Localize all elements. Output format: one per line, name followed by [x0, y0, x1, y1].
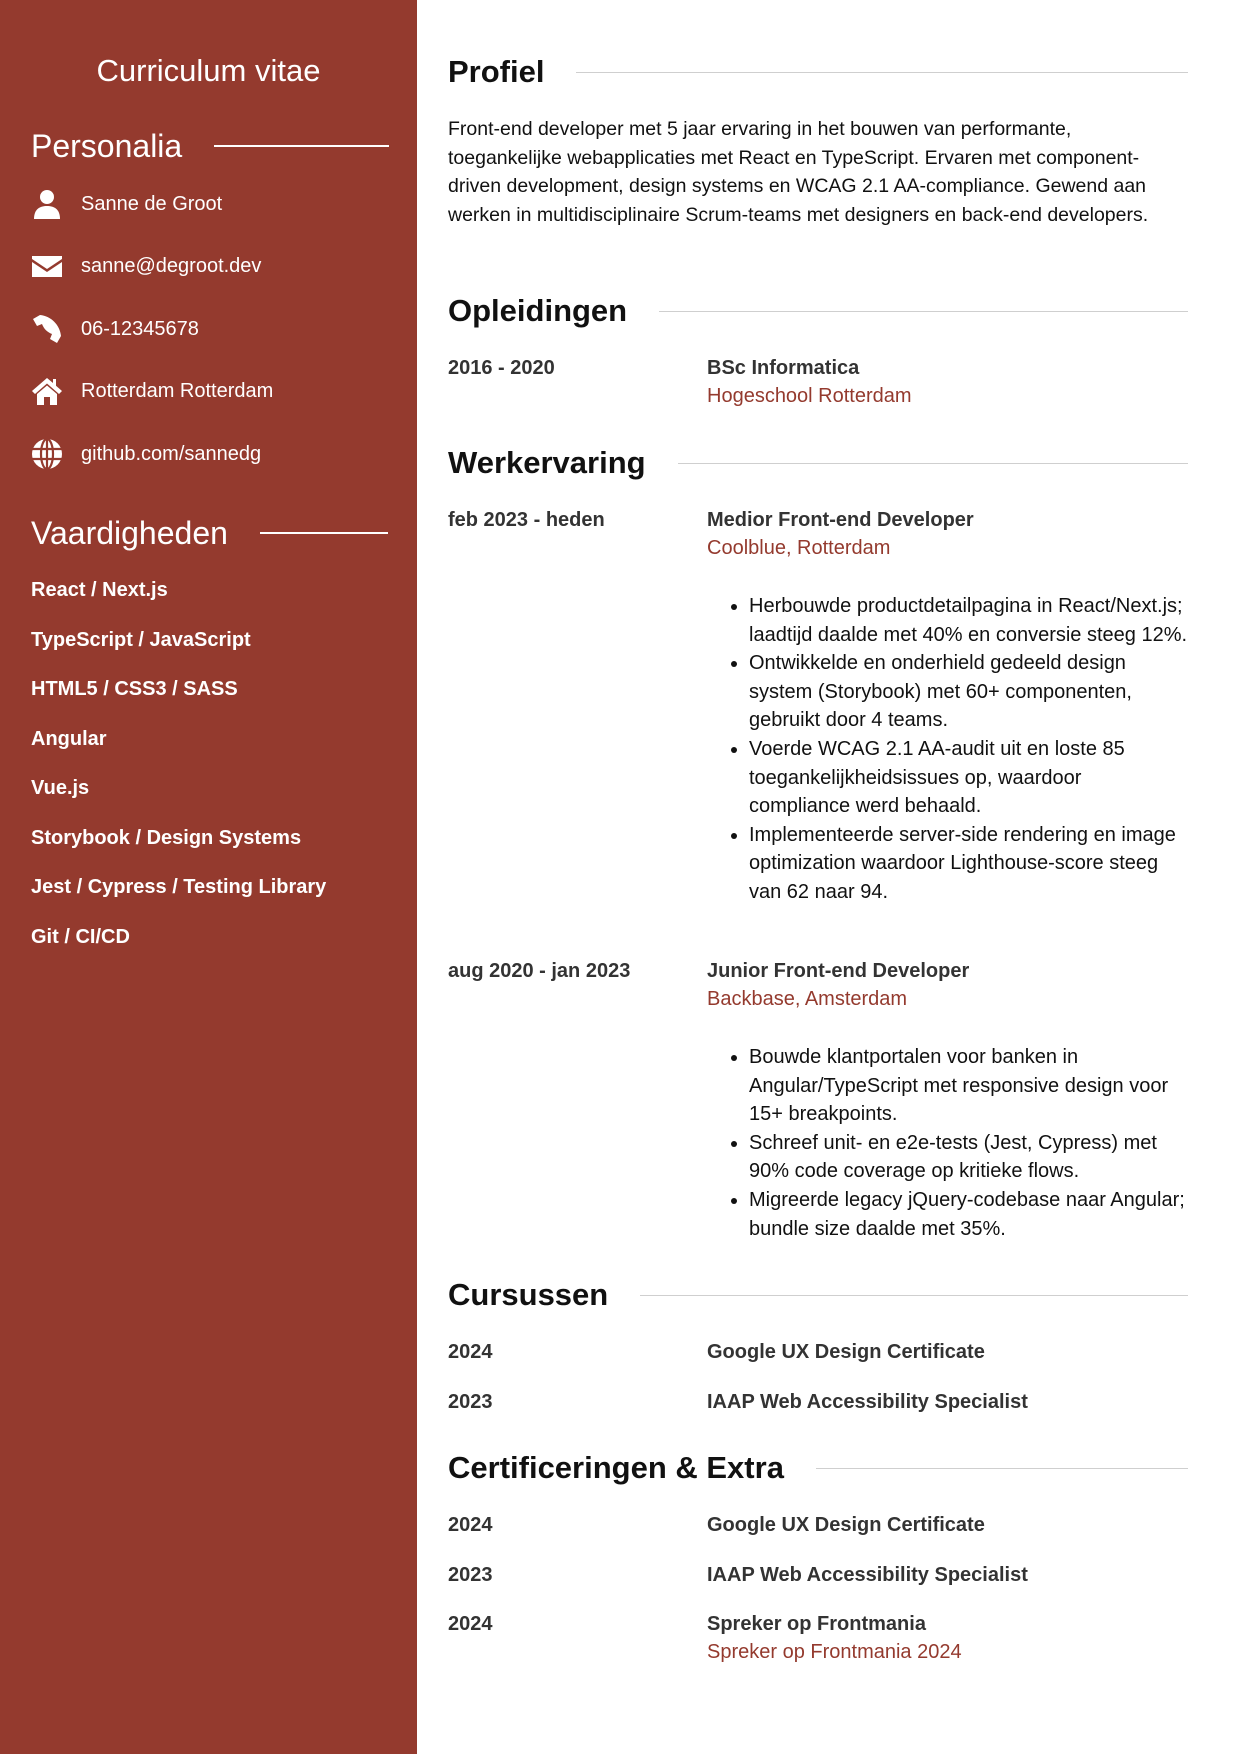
entry-title: Google UX Design Certificate — [707, 1514, 985, 1536]
profile-text: Front-end developer met 5 jaar ervaring in het bouwen van performante, toegankelijke webapplicaties met React en TypeScript. Ervaren met component-driven development, design systems en WCAG 2.1 AA-compliance. Gewend aan werken in multidisciplinaire Scrum-teams met designers en back-end developers. — [448, 118, 1149, 226]
contact-name — [31, 186, 222, 222]
personalia-divider — [214, 145, 389, 147]
work-bullets — [707, 1043, 1188, 1243]
home-icon — [31, 375, 63, 407]
skill-item: Vue.js — [31, 777, 90, 799]
courses-heading-text: Cursussen — [448, 1277, 609, 1312]
contact-email-text[interactable]: sanne@degroot.dev — [81, 254, 262, 277]
list-item: • Ontwikkelde en onderhield gedeeld design system (Storybook) met 60+ componenten, gebruikt door 4 teams. — [749, 649, 1188, 735]
profile-heading-text: Profiel — [448, 54, 545, 89]
entry-date: feb 2023 - heden — [448, 509, 605, 531]
list-item: • Voerde WCAG 2.1 AA-audit uit en loste 85 toegankelijkheidsissues op, waardoor compliance werd behaald. — [749, 735, 1188, 821]
skill-item: Git / CI/CD — [31, 926, 130, 948]
contact-name-text: Sanne de Groot — [81, 192, 223, 215]
profile-divider — [576, 72, 1188, 73]
entry-org: Backbase, Amsterdam — [707, 988, 908, 1010]
contact-website[interactable] — [31, 436, 261, 472]
entry-org: Coolblue, Rotterdam — [707, 537, 891, 559]
education-divider — [659, 311, 1188, 312]
entry-date: 2024 — [448, 1613, 493, 1635]
skills-heading — [31, 513, 388, 553]
work-heading — [448, 443, 1188, 483]
skills-divider — [260, 532, 388, 534]
contact-address-text: Rotterdam Rotterdam — [81, 379, 274, 402]
list-item: • Schreef unit- en e2e-tests (Jest, Cypress) met 90% code coverage op kritieke flows. — [749, 1129, 1188, 1186]
cv-title: Curriculum vitae — [96, 53, 321, 88]
contact-website-text[interactable]: github.com/sannedg — [81, 442, 262, 465]
skill-item: Angular — [31, 728, 107, 750]
skill-item: HTML5 / CSS3 / SASS — [31, 678, 238, 700]
courses-heading — [448, 1275, 1188, 1315]
skill-item: Storybook / Design Systems — [31, 827, 302, 849]
entry-date: 2023 — [448, 1564, 493, 1586]
education-heading — [448, 291, 1188, 331]
courses-divider — [640, 1295, 1188, 1296]
entry-title: IAAP Web Accessibility Specialist — [707, 1391, 1028, 1413]
entry-date: 2024 — [448, 1341, 493, 1363]
work-bullets — [707, 592, 1188, 907]
entry-title: Spreker op Frontmania — [707, 1613, 926, 1635]
profile-heading — [448, 52, 1188, 92]
globe-icon — [31, 438, 63, 470]
work-divider — [678, 463, 1188, 464]
work-heading-text: Werkervaring — [448, 445, 646, 480]
contact-email[interactable] — [31, 248, 261, 284]
entry-title: BSc Informatica — [707, 357, 860, 379]
list-item: • Herbouwde productdetailpagina in React/Next.js; laadtijd daalde met 40% en conversie steeg 12%. — [749, 592, 1188, 649]
entry-date: 2016 - 2020 — [448, 357, 555, 379]
skill-item: TypeScript / JavaScript — [31, 629, 251, 651]
skills-heading-text: Vaardigheden — [31, 514, 228, 551]
entry-title: Google UX Design Certificate — [707, 1341, 985, 1363]
certs-heading-text: Certificeringen & Extra — [448, 1450, 784, 1485]
certs-heading — [448, 1448, 1188, 1488]
entry-title: Junior Front-end Developer — [707, 960, 970, 982]
envelope-icon — [31, 250, 63, 282]
entry-date: aug 2020 - jan 2023 — [448, 960, 631, 982]
skill-item: Jest / Cypress / Testing Library — [31, 876, 327, 898]
list-item: • Implementeerde server-side rendering en image optimization waardoor Lighthouse-score steeg van 62 naar 94. — [749, 821, 1188, 907]
personalia-heading — [31, 126, 389, 166]
entry-date: 2024 — [448, 1514, 493, 1536]
entry-title: Medior Front-end Developer — [707, 509, 974, 531]
entry-title: IAAP Web Accessibility Specialist — [707, 1564, 1028, 1586]
person-icon — [31, 188, 63, 220]
list-item: • Bouwde klantportalen voor banken in Angular/TypeScript met responsive design voor 15+ breakpoints. — [749, 1043, 1188, 1129]
entry-date: 2023 — [448, 1391, 493, 1413]
education-heading-text: Opleidingen — [448, 293, 628, 328]
list-item: • Migreerde legacy jQuery-codebase naar Angular; bundle size daalde met 35%. — [749, 1186, 1188, 1243]
certs-divider — [816, 1468, 1188, 1469]
phone-icon — [31, 313, 63, 345]
contact-address — [31, 373, 273, 409]
sidebar — [0, 0, 417, 1754]
contact-phone[interactable] — [31, 311, 199, 347]
skill-item: React / Next.js — [31, 579, 168, 601]
personalia-heading-text: Personalia — [31, 127, 183, 164]
entry-org: Hogeschool Rotterdam — [707, 385, 912, 407]
contact-phone-text[interactable]: 06-12345678 — [81, 317, 199, 340]
entry-org: Spreker op Frontmania 2024 — [707, 1641, 962, 1663]
